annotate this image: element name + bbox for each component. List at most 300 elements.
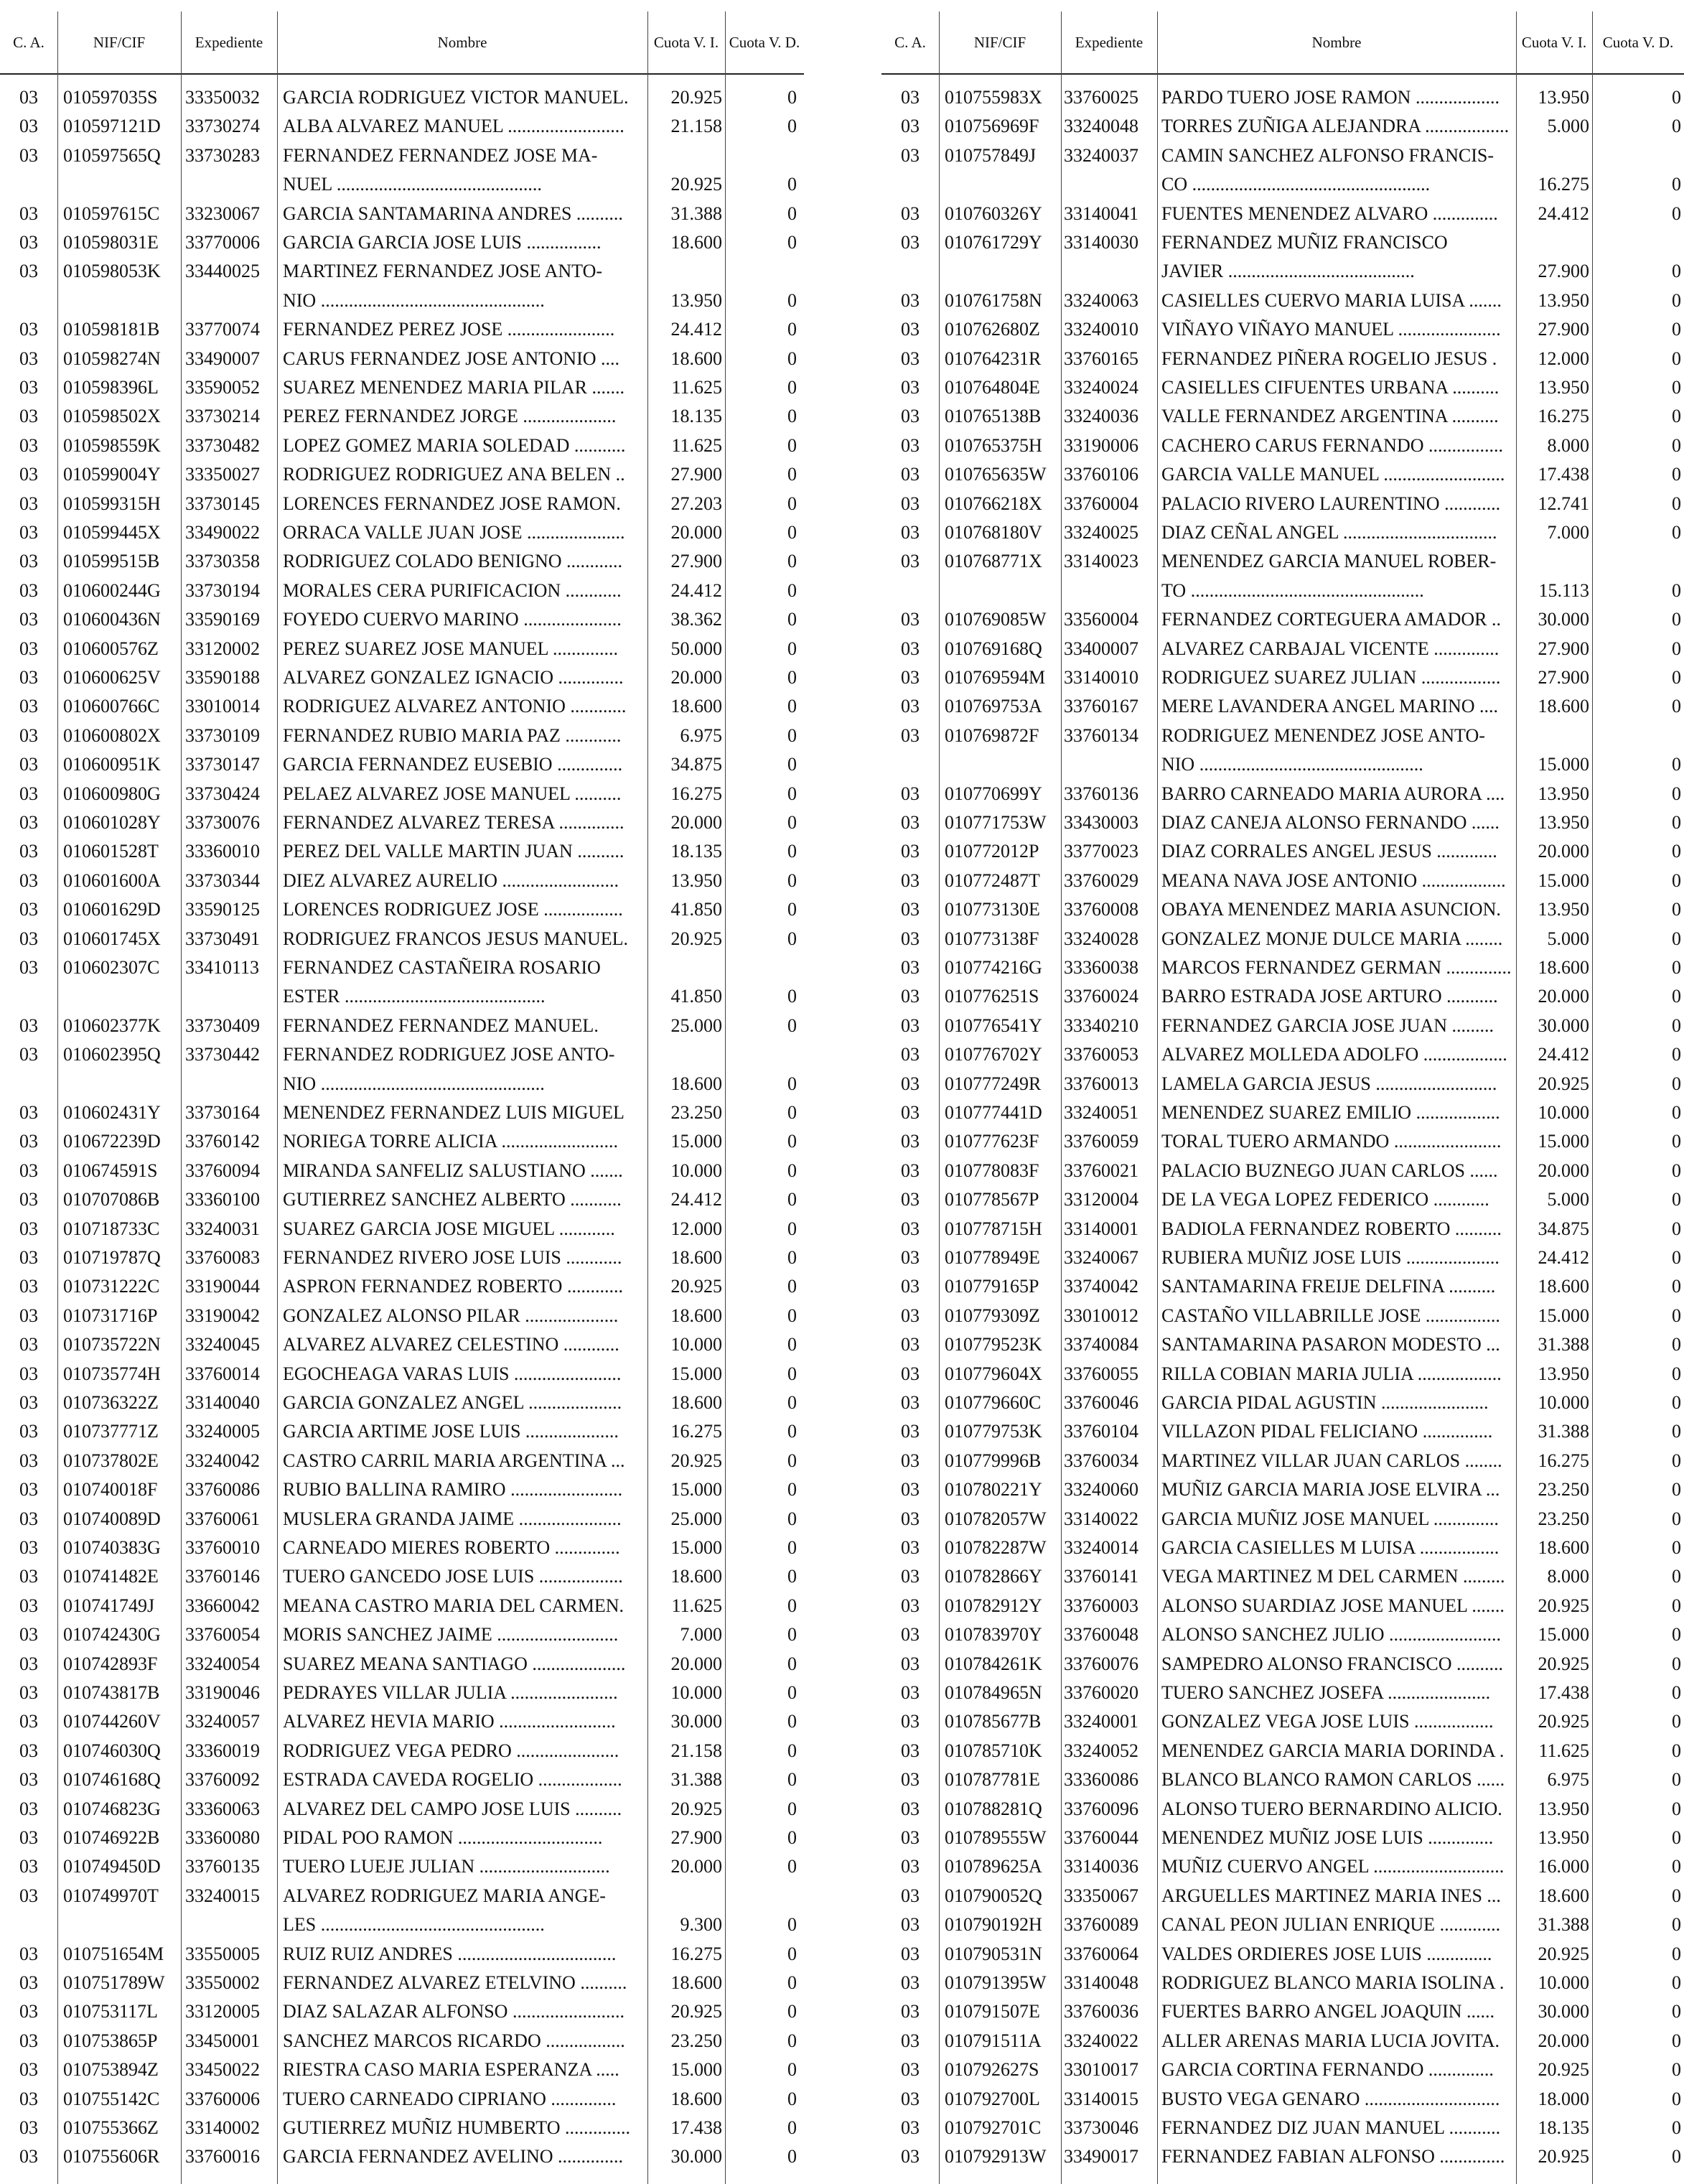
cell-nif: 010779996B xyxy=(945,1450,1042,1471)
cell-expediente: 33730109 xyxy=(185,724,260,746)
cell-ca: 03 xyxy=(19,1885,38,1906)
cell-expediente: 33010014 xyxy=(185,696,260,717)
cell-nif: 010765375H xyxy=(945,434,1042,456)
cell-cuota-vi: 10.000 xyxy=(670,1682,722,1703)
table-row xyxy=(0,577,804,605)
cell-expediente: 33730145 xyxy=(185,493,260,514)
cell-nombre: FERNANDEZ ALVAREZ TERESA .............. xyxy=(283,812,625,833)
header-cuota-vi: Cuota V. I. xyxy=(653,34,719,51)
cell-ca: 03 xyxy=(901,1740,920,1761)
table-row xyxy=(0,925,804,953)
cell-nombre: DIAZ SALAZAR ALFONSO ........................ xyxy=(283,2001,625,2022)
cell-cuota-vd: 0 xyxy=(1672,986,1681,1007)
cell-cuota-vd: 0 xyxy=(787,551,797,572)
cell-expediente: 33590125 xyxy=(185,899,260,920)
table-row xyxy=(881,1185,1684,1214)
cell-nif: 010599515B xyxy=(63,551,160,572)
cell-ca: 03 xyxy=(19,1653,38,1674)
cell-expediente: 33360010 xyxy=(185,841,260,862)
cell-cuota-vd: 0 xyxy=(1672,406,1681,427)
cell-nif: 010746922B xyxy=(63,1827,160,1848)
cell-nombre: LES ................................................ xyxy=(283,1914,545,1936)
cell-nombre: SAMPEDRO ALONSO FRANCISCO .......... xyxy=(1161,1653,1504,1674)
cell-nombre: TORRES ZUÑIGA ALEJANDRA .................. xyxy=(1161,116,1510,137)
table-row xyxy=(881,1824,1684,1852)
cell-ca: 03 xyxy=(19,1305,38,1326)
cell-cuota-vi: 24.412 xyxy=(1538,1044,1589,1065)
cell-expediente: 33230067 xyxy=(185,202,260,224)
cell-ca xyxy=(0,982,57,1011)
cell-cuota-vi: 17.438 xyxy=(670,2117,722,2138)
cell-nif: 010602377K xyxy=(63,1014,161,1036)
cell-ca: 03 xyxy=(19,1363,38,1384)
cell-ca: 03 xyxy=(19,783,38,804)
cell-cuota-vd: 0 xyxy=(787,1247,797,1268)
cell-cuota-vi: 13.950 xyxy=(670,289,722,311)
cell-cuota-vd: 0 xyxy=(787,1769,797,1791)
cell-cuota-vi: 18.600 xyxy=(670,1073,722,1094)
cell-cuota-vi: 13.950 xyxy=(1538,289,1589,311)
table-row xyxy=(0,1562,804,1591)
cell-expediente: 33010017 xyxy=(1064,2059,1138,2081)
cell-nif: 010774216G xyxy=(945,957,1042,978)
cell-ca: 03 xyxy=(901,1972,920,1993)
cell-cuota-vi: 10.000 xyxy=(1538,1392,1589,1413)
cell-nif: 010755366Z xyxy=(63,2117,159,2138)
cell-expediente: 33240054 xyxy=(185,1653,260,1674)
cell-ca: 03 xyxy=(901,1305,920,1326)
cell-nif: 010597565Q xyxy=(63,144,161,166)
cell-ca: 03 xyxy=(19,1450,38,1471)
cell-nombre: FERNANDEZ RODRIGUEZ JOSE ANTO- xyxy=(283,1044,615,1065)
table-row xyxy=(0,722,804,750)
table-row xyxy=(881,1389,1684,1417)
table-row xyxy=(881,1012,1684,1040)
table-row xyxy=(881,141,1684,170)
cell-expediente: 33550002 xyxy=(185,1972,260,1993)
cell-cuota-vi: 31.388 xyxy=(1538,1421,1589,1442)
table-row xyxy=(0,1330,804,1359)
cell-nombre: FERNANDEZ MUÑIZ FRANCISCO xyxy=(1161,232,1448,253)
cell-cuota-vd: 0 xyxy=(787,1392,797,1413)
table-row xyxy=(881,1969,1684,1997)
table-row xyxy=(0,1447,804,1475)
cell-expediente: 33140002 xyxy=(185,2117,260,2138)
cell-nif: 010778567P xyxy=(945,1189,1039,1210)
cell-nombre: BADIOLA FERNANDEZ ROBERTO .......... xyxy=(1161,1218,1502,1239)
table-row xyxy=(881,605,1684,634)
cell-expediente: 33730491 xyxy=(185,928,260,949)
cell-expediente xyxy=(185,170,274,199)
cell-ca: 03 xyxy=(19,1508,38,1529)
cell-cuota-vi: 13.950 xyxy=(670,869,722,891)
cell-cuota-vi: 16.275 xyxy=(1538,174,1589,195)
cell-nombre: ALVAREZ HEVIA MARIO ......................... xyxy=(283,1711,616,1732)
cell-cuota-vd: 0 xyxy=(787,87,797,108)
cell-nombre: GARCIA FERNANDEZ AVELINO .............. xyxy=(283,2146,624,2167)
cell-nif: 010753117L xyxy=(63,2001,158,2022)
cell-cuota-vd: 0 xyxy=(1672,783,1681,804)
cell-ca: 03 xyxy=(901,957,920,978)
cell-expediente: 33190046 xyxy=(185,1682,260,1703)
cell-nif: 010742893F xyxy=(63,1653,158,1674)
cell-ca: 03 xyxy=(19,638,38,659)
cell-cuota-vi: 15.000 xyxy=(670,1363,722,1384)
cell-expediente: 33760053 xyxy=(1064,1044,1138,1065)
cell-expediente: 33240015 xyxy=(185,1885,260,1906)
cell-nif: 010772012P xyxy=(945,841,1039,862)
table-row xyxy=(881,953,1684,982)
cell-expediente: 33490022 xyxy=(185,522,260,543)
cell-nif: 010741482E xyxy=(63,1566,159,1587)
cell-cuota-vi: 18.600 xyxy=(1538,957,1589,978)
cell-ca: 03 xyxy=(901,1363,920,1384)
cell-expediente: 33760106 xyxy=(1064,464,1138,485)
cell-nombre: ALBA ALVAREZ MANUEL ......................... xyxy=(283,116,625,137)
cell-cuota-vd: 0 xyxy=(1672,319,1681,340)
table-row xyxy=(0,2114,804,2142)
cell-nif: 010779309Z xyxy=(945,1305,1040,1326)
cell-nombre: JAVIER ........................................ xyxy=(1161,261,1415,282)
cell-cuota-vd: 0 xyxy=(787,434,797,456)
table-row xyxy=(0,141,804,170)
cell-cuota-vi: 27.900 xyxy=(670,551,722,572)
cell-cuota-vi: 20.925 xyxy=(1538,1943,1589,1964)
cell-cuota-vd: 0 xyxy=(1672,1972,1681,1993)
cell-nombre: GARCIA VALLE MANUEL .......................... xyxy=(1161,464,1505,485)
table-row xyxy=(0,635,804,663)
table-row xyxy=(0,228,804,257)
cell-cuota-vd: 0 xyxy=(787,1276,797,1297)
cell-nombre: VALDES ORDIERES JOSE LUIS .............. xyxy=(1161,1943,1492,1964)
cell-cuota-vi: 20.925 xyxy=(670,1450,722,1471)
cell-nif: 010790192H xyxy=(945,1914,1042,1936)
table-row xyxy=(881,1910,1684,1939)
cell-nombre: FERNANDEZ FERNANDEZ JOSE MA- xyxy=(283,144,598,166)
cell-nif: 010790531N xyxy=(945,1943,1042,1964)
cell-nombre: OBAYA MENENDEZ MARIA ASUNCION. xyxy=(1161,899,1501,920)
cell-cuota-vd: 0 xyxy=(1672,377,1681,398)
cell-cuota-vd: 0 xyxy=(787,869,797,891)
cell-cuota-vd: 0 xyxy=(787,609,797,630)
cell-nombre: TUERO SANCHEZ JOSEFA ...................... xyxy=(1161,1682,1491,1703)
table-row xyxy=(0,895,804,924)
cell-nombre: RUBIERA MUÑIZ JOSE LUIS .................... xyxy=(1161,1247,1500,1268)
cell-nif: 010674591S xyxy=(63,1159,158,1181)
cell-expediente: 33760034 xyxy=(1064,1450,1138,1471)
cell-cuota-vd: 0 xyxy=(787,2146,797,2167)
cell-nombre: GARCIA GARCIA JOSE LUIS ................ xyxy=(283,232,602,253)
table-row xyxy=(0,1389,804,1417)
cell-expediente: 33760064 xyxy=(1064,1943,1138,1964)
cell-ca: 03 xyxy=(19,1943,38,1964)
cell-nif: 010790052Q xyxy=(945,1885,1042,1906)
cell-ca: 03 xyxy=(19,1014,38,1036)
cell-cuota-vi: 5.000 xyxy=(1547,116,1589,137)
cell-ca: 03 xyxy=(901,202,920,224)
table-row xyxy=(0,1505,804,1534)
table-row xyxy=(881,518,1684,547)
cell-nif: 010742430G xyxy=(63,1624,161,1646)
cell-nif: 010707086B xyxy=(63,1189,160,1210)
cell-cuota-vd: 0 xyxy=(787,1073,797,1094)
cell-cuota-vd: 0 xyxy=(787,493,797,514)
cell-nif: 010764804E xyxy=(945,377,1040,398)
cell-cuota-vi: 9.300 xyxy=(680,1914,722,1936)
cell-expediente: 33240051 xyxy=(1064,1102,1138,1123)
cell-nombre: MENENDEZ FERNANDEZ LUIS MIGUEL xyxy=(283,1102,625,1123)
cell-cuota-vi: 18.600 xyxy=(670,1566,722,1587)
cell-ca: 03 xyxy=(19,116,38,137)
table-row xyxy=(0,750,804,779)
cell-cuota-vd: 0 xyxy=(787,1537,797,1558)
cell-ca: 03 xyxy=(19,1102,38,1123)
cell-nombre: FERNANDEZ DIZ JUAN MANUEL ........... xyxy=(1161,2117,1501,2138)
cell-cuota-vd: 0 xyxy=(787,1334,797,1355)
cell-nombre: MENENDEZ GARCIA MARIA DORINDA . xyxy=(1161,1740,1505,1761)
header-nombre: Nombre xyxy=(437,34,487,51)
cell-nif: 010792700L xyxy=(945,2088,1040,2109)
cell-ca: 03 xyxy=(19,1421,38,1442)
cell-cuota-vi: 21.158 xyxy=(670,1740,722,1761)
cell-cuota-vi xyxy=(649,257,722,286)
cell-ca: 03 xyxy=(901,1073,920,1094)
cell-nif: 010598396L xyxy=(63,377,159,398)
table-row xyxy=(0,2055,804,2084)
cell-cuota-vi: 16.275 xyxy=(1538,406,1589,427)
cell-cuota-vi: 17.438 xyxy=(1538,1682,1589,1703)
cell-cuota-vi: 25.000 xyxy=(670,1508,722,1529)
cell-expediente: 33760092 xyxy=(185,1769,260,1791)
table-row xyxy=(0,1098,804,1127)
table-row xyxy=(0,518,804,547)
cell-ca: 03 xyxy=(901,1479,920,1501)
cell-nif: 010597615C xyxy=(63,202,160,224)
cell-expediente: 33760055 xyxy=(1064,1363,1138,1384)
cell-nombre: RUBIO BALLINA RAMIRO ........................ xyxy=(283,1479,623,1501)
table-row xyxy=(0,83,804,112)
cell-cuota-vd: 0 xyxy=(787,377,797,398)
cell-expediente: 33760036 xyxy=(1064,2001,1138,2022)
cell-expediente: 33340210 xyxy=(1064,1014,1138,1036)
cell-expediente: 33760054 xyxy=(185,1624,260,1646)
cell-nif: 010737802E xyxy=(63,1450,159,1471)
cell-cuota-vd: 0 xyxy=(1672,754,1681,775)
cell-cuota-vi: 6.975 xyxy=(680,724,722,746)
table-row xyxy=(0,1765,804,1794)
cell-nombre: ALONSO SUARDIAZ JOSE MANUEL ....... xyxy=(1161,1595,1505,1616)
cell-nif: 010740383G xyxy=(63,1537,161,1558)
cell-cuota-vd: 0 xyxy=(787,1856,797,1877)
cell-nif: 010769085W xyxy=(945,609,1047,630)
cell-nif: 010761729Y xyxy=(945,232,1042,253)
cell-cuota-vi: 23.250 xyxy=(670,1102,722,1123)
cell-nombre: RUIZ RUIZ ANDRES .................................. xyxy=(283,1943,617,1964)
cell-nif xyxy=(945,750,1059,779)
cell-expediente: 33140023 xyxy=(1064,551,1138,572)
left-table xyxy=(0,0,804,2184)
cell-nombre: CARNEADO MIERES ROBERTO .............. xyxy=(283,1537,620,1558)
cell-nif: 010600951K xyxy=(63,754,161,775)
cell-cuota-vi: 12.741 xyxy=(1538,493,1589,514)
cell-ca: 03 xyxy=(901,1595,920,1616)
cell-nombre: GUTIERREZ SANCHEZ ALBERTO ........... xyxy=(283,1189,622,1210)
cell-expediente: 33590169 xyxy=(185,609,260,630)
cell-cuota-vd: 0 xyxy=(1672,1189,1681,1210)
table-row xyxy=(881,286,1684,315)
cell-cuota-vd: 0 xyxy=(787,1363,797,1384)
cell-nif: 010600576Z xyxy=(63,638,159,659)
cell-expediente xyxy=(185,286,274,315)
table-row xyxy=(881,2085,1684,2114)
cell-ca: 03 xyxy=(19,1682,38,1703)
cell-ca: 03 xyxy=(901,1885,920,1906)
cell-cuota-vd: 0 xyxy=(1672,1943,1681,1964)
cell-cuota-vi: 13.950 xyxy=(1538,1363,1589,1384)
cell-cuota-vd: 0 xyxy=(1672,1856,1681,1877)
cell-nif: 010768180V xyxy=(945,522,1042,543)
cell-cuota-vd: 0 xyxy=(787,1305,797,1326)
cell-cuota-vi: 11.625 xyxy=(671,1595,722,1616)
cell-cuota-vd: 0 xyxy=(787,1479,797,1501)
cell-cuota-vd: 0 xyxy=(787,696,797,717)
cell-cuota-vi: 15.000 xyxy=(670,2059,722,2081)
cell-expediente: 33760134 xyxy=(1064,724,1138,746)
cell-expediente: 33760141 xyxy=(1064,1566,1138,1587)
table-row xyxy=(881,490,1684,518)
table-row xyxy=(0,1127,804,1156)
cell-nombre: MEANA NAVA JOSE ANTONIO .................. xyxy=(1161,869,1506,891)
cell-nombre: DIAZ CEÑAL ANGEL ................................. xyxy=(1161,522,1497,543)
table-row xyxy=(0,2027,804,2055)
cell-nombre: BLANCO BLANCO RAMON CARLOS ...... xyxy=(1161,1769,1505,1791)
cell-ca: 03 xyxy=(19,841,38,862)
cell-nombre: ALONSO TUERO BERNARDINO ALICIO. xyxy=(1161,1798,1502,1819)
table-row xyxy=(0,605,804,634)
cell-cuota-vd: 0 xyxy=(787,522,797,543)
cell-ca: 03 xyxy=(901,434,920,456)
cell-nombre: SUAREZ GARCIA JOSE MIGUEL ............ xyxy=(283,1218,615,1239)
cell-ca: 03 xyxy=(19,1798,38,1819)
table-row xyxy=(0,1185,804,1214)
cell-cuota-vi: 17.438 xyxy=(1538,464,1589,485)
cell-cuota-vd: 0 xyxy=(1672,2088,1681,2109)
cell-cuota-vd: 0 xyxy=(787,289,797,311)
cell-nif: 010600436N xyxy=(63,609,161,630)
cell-expediente: 33770006 xyxy=(185,232,260,253)
cell-ca xyxy=(0,286,57,315)
cell-cuota-vi: 18.600 xyxy=(670,1305,722,1326)
table-row xyxy=(0,867,804,895)
table-row xyxy=(0,1969,804,1997)
table-row xyxy=(881,2055,1684,2084)
cell-ca xyxy=(881,750,939,779)
cell-cuota-vd: 0 xyxy=(1672,2117,1681,2138)
cell-ca: 03 xyxy=(901,1159,920,1181)
cell-nif: 010600625V xyxy=(63,667,161,688)
cell-cuota-vd: 0 xyxy=(787,1159,797,1181)
cell-cuota-vi: 27.900 xyxy=(670,1827,722,1848)
cell-cuota-vd xyxy=(725,257,797,286)
cell-expediente: 33240048 xyxy=(1064,116,1138,137)
cell-cuota-vd: 0 xyxy=(1672,812,1681,833)
cell-cuota-vi: 41.850 xyxy=(670,899,722,920)
cell-nombre: PELAEZ ALVAREZ JOSE MANUEL .......... xyxy=(283,783,622,804)
table-row xyxy=(0,170,804,199)
cell-expediente: 33120004 xyxy=(1064,1189,1138,1210)
cell-cuota-vd: 0 xyxy=(787,2001,797,2022)
cell-cuota-vi: 20.000 xyxy=(670,1856,722,1877)
cell-nombre: MENENDEZ SUAREZ EMILIO .................. xyxy=(1161,1102,1500,1123)
cell-cuota-vd xyxy=(1592,547,1681,576)
cell-cuota-vd: 0 xyxy=(1672,609,1681,630)
cell-nombre: CASTAÑO VILLABRILLE JOSE ................ xyxy=(1161,1305,1500,1326)
cell-cuota-vi: 10.000 xyxy=(1538,1972,1589,1993)
cell-ca: 03 xyxy=(901,464,920,485)
cell-nombre: BUSTO VEGA GENARO ............................. xyxy=(1161,2088,1500,2109)
cell-nif: 010782866Y xyxy=(945,1566,1042,1587)
cell-cuota-vi: 23.250 xyxy=(670,2030,722,2051)
cell-nombre: CASIELLES CIFUENTES URBANA .......... xyxy=(1161,377,1500,398)
cell-nif: 010602395Q xyxy=(63,1044,161,1065)
table-row xyxy=(881,1272,1684,1301)
cell-nombre: GUTIERREZ MUÑIZ HUMBERTO .............. xyxy=(283,2117,630,2138)
cell-ca: 03 xyxy=(19,667,38,688)
cell-cuota-vd xyxy=(725,1882,797,1910)
cell-cuota-vi: 16.275 xyxy=(1538,1450,1589,1471)
cell-ca: 03 xyxy=(901,638,920,659)
cell-cuota-vi: 20.925 xyxy=(1538,1073,1589,1094)
cell-cuota-vi: 27.900 xyxy=(1538,319,1589,340)
cell-nif: 010757849J xyxy=(945,144,1037,166)
cell-cuota-vd: 0 xyxy=(787,1218,797,1239)
cell-expediente: 33760008 xyxy=(1064,899,1138,920)
cell-ca: 03 xyxy=(901,1537,920,1558)
cell-cuota-vi: 15.000 xyxy=(1538,1305,1589,1326)
cell-nombre: GARCIA RODRIGUEZ VICTOR MANUEL. xyxy=(283,87,629,108)
cell-ca: 03 xyxy=(19,928,38,949)
cell-cuota-vi: 11.625 xyxy=(671,434,722,456)
table-row xyxy=(0,286,804,315)
cell-nif: 010601629D xyxy=(63,899,161,920)
cell-cuota-vi: 15.000 xyxy=(670,1537,722,1558)
cell-cuota-vd: 0 xyxy=(1672,2059,1681,2081)
table-row xyxy=(0,837,804,866)
cell-nombre: LORENCES RODRIGUEZ JOSE ................. xyxy=(283,899,623,920)
cell-nombre: GARCIA PIDAL AGUSTIN ....................... xyxy=(1161,1392,1489,1413)
cell-nombre: LOPEZ GOMEZ MARIA SOLEDAD ........... xyxy=(283,434,626,456)
cell-nif: 010597035S xyxy=(63,87,158,108)
cell-expediente: 33240022 xyxy=(1064,2030,1138,2051)
cell-ca: 03 xyxy=(901,1798,920,1819)
cell-expediente: 33360080 xyxy=(185,1827,260,1848)
cell-ca: 03 xyxy=(19,493,38,514)
cell-nombre: CAMIN SANCHEZ ALFONSO FRANCIS- xyxy=(1161,144,1494,166)
cell-nombre: MENENDEZ GARCIA MANUEL ROBER- xyxy=(1161,551,1497,572)
cell-nif: 010743817B xyxy=(63,1682,160,1703)
cell-cuota-vd: 0 xyxy=(787,1682,797,1703)
cell-nif: 010789555W xyxy=(945,1827,1047,1848)
table-row xyxy=(881,1882,1684,1910)
cell-ca: 03 xyxy=(19,1247,38,1268)
cell-ca: 03 xyxy=(19,1769,38,1791)
cell-cuota-vd: 0 xyxy=(1672,434,1681,456)
cell-ca: 03 xyxy=(19,1856,38,1877)
cell-cuota-vd: 0 xyxy=(1672,928,1681,949)
table-row xyxy=(881,722,1684,750)
cell-nombre: RODRIGUEZ VEGA PEDRO ...................... xyxy=(283,1740,619,1761)
cell-cuota-vd: 0 xyxy=(787,406,797,427)
